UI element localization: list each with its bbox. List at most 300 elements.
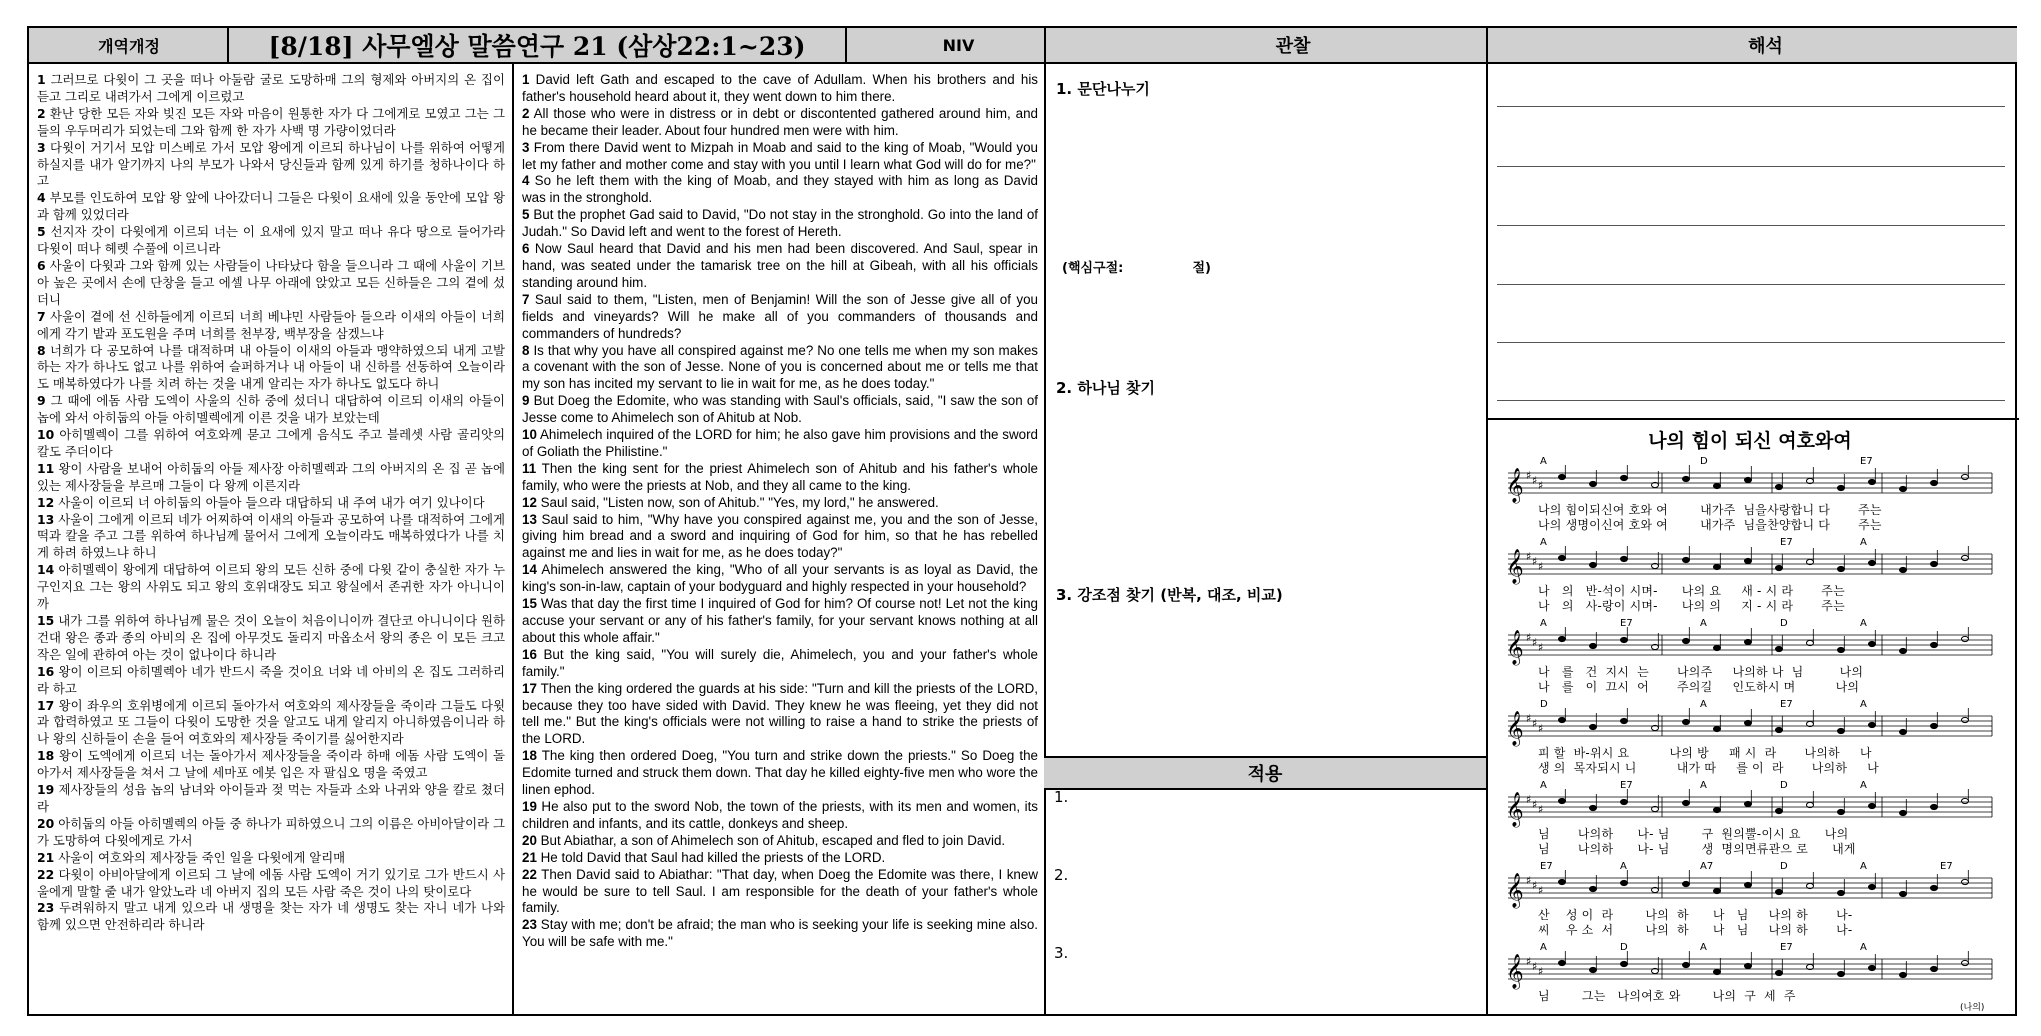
application-item-1: 1.	[1054, 788, 1069, 806]
note	[1776, 484, 1783, 489]
verse-text: All those who were in distress or in debt or discontented gathered around him, and he became their leader. About four hundred men were with him.	[522, 105, 1038, 138]
verse-text: 제사장들의 성읍 놉의 남녀와 아이들과 젖 먹는 자들과 소와 나귀와 양을 칼로 쳤더라	[37, 782, 505, 814]
verse-text: 사울이 다윗과 그와 함께 있는 사람들이 나타났다 함을 들으니라 그 때에 사울이 기브아 높은 곳에서 손에 단창을 들고 에셀 나무 아래에 앉았고 모든 신하들은 그의 곁에 섰더니	[37, 257, 505, 307]
verse-number: 23	[522, 917, 537, 933]
lyric-line: 나 를 건 지시 는 나의주 나의하 나 님 나의	[1538, 665, 1864, 679]
verse-text: The king then ordered Doeg, "You turn and strike down the priests." So Doeg the Edomite turned and struck them down. That day he killed eighty-five men who wore the linen ephod.	[522, 748, 1038, 798]
sharp-icon: ♯	[1526, 955, 1532, 968]
chord-label: A	[1540, 942, 1547, 953]
verse	[37, 190, 505, 224]
verse-number: 7	[522, 291, 530, 307]
verse-number: 9	[522, 393, 530, 409]
note	[1869, 884, 1876, 889]
observation-item-3: 3. 강조점 찾기 (반복, 대조, 비교)	[1056, 586, 1283, 604]
lyric-line: 나 를 이 끄시 어 주의길 인도하시 며 나의	[1538, 680, 1860, 694]
verse	[37, 461, 505, 495]
staff	[1500, 465, 1995, 505]
note	[1590, 481, 1597, 486]
treble-clef-icon: 𝄞	[1506, 711, 1524, 746]
verse	[522, 833, 1038, 850]
sharp-icon: ♯	[1526, 712, 1532, 725]
note	[1962, 636, 1969, 641]
note	[1776, 727, 1783, 732]
note	[1838, 971, 1845, 976]
verse-text: But Abiathar, a son of Ahimelech son of Ahitub, escaped and fled to join David.	[536, 832, 1006, 848]
note	[1683, 962, 1690, 967]
note	[1838, 647, 1845, 652]
note	[1869, 479, 1876, 484]
verse	[522, 393, 1038, 427]
chord-label: A	[1700, 699, 1707, 710]
note	[1900, 648, 1907, 653]
interpretation-divider	[1486, 418, 2019, 420]
verse-number: 7	[37, 308, 46, 324]
verse-text: 왕이 이르되 아히멜렉아 네가 반드시 죽을 것이요 너와 네 아비의 온 집도 그러하리라 하고	[37, 663, 505, 696]
verse-text: 사울이 여호와의 제사장들 죽인 일을 다윗에게 알리매	[54, 849, 346, 865]
verse-text: 왕이 사람을 보내어 아히둡의 아들 제사장 아히멜렉과 그의 아버지의 온 집 곧 놉에 있는 제사장들을 부르매 그들이 다 왕께 이른지라	[37, 460, 505, 493]
note	[1745, 558, 1752, 563]
verse	[37, 850, 505, 867]
note	[1869, 803, 1876, 808]
verse-text: But the prophet Gad said to David, "Do not stay in the stronghold. Go into the land of Judah." So David left and went to the forest of Hereth.	[522, 207, 1038, 240]
sharp-icon: ♯	[1532, 555, 1538, 568]
chord-label: D	[1780, 618, 1788, 629]
verse	[522, 173, 1038, 207]
note	[1714, 888, 1721, 893]
verse-text: Saul said to him, "Why have you conspired against me, you and the son of Jesse, giving him bread and a sword and inquiring of God for him, so that he has rebelled against me and lies in wait for me, as he does today?"	[522, 511, 1038, 561]
sharp-icon: ♯	[1526, 550, 1532, 563]
note	[1931, 804, 1938, 809]
chord-label: A	[1700, 780, 1707, 791]
sharp-icon: ♯	[1532, 474, 1538, 487]
observation-label: 관찰	[1275, 36, 1311, 57]
note	[1714, 645, 1721, 650]
verse	[522, 799, 1038, 833]
niv-text-column	[522, 72, 1038, 1012]
verse-text: Is that why you have all conspired against me? No one tells me when my son makes a covenant with the son of Jesse. None of you is concerned about me or tells me that my son has incited my servant to lie in wait for me, as he does today."	[522, 342, 1038, 392]
verse-number: 11	[522, 460, 537, 476]
note	[1714, 726, 1721, 731]
note	[1590, 886, 1597, 891]
lyric-line: 나의 힘이되신여 호와 여 내가주 님을사랑합니 다 주는	[1538, 503, 1882, 517]
verse-number: 16	[37, 663, 55, 679]
note	[1714, 807, 1721, 812]
chord-label: A	[1860, 699, 1867, 710]
lyric-line: 님 나의하 나- 님 생 명의면류관으 로 내게	[1538, 842, 1856, 856]
verse	[37, 867, 505, 901]
chord-label: A7	[1700, 861, 1714, 872]
ruled-line	[1497, 166, 2005, 167]
note	[1683, 638, 1690, 643]
verse-text: 다윗이 아비아달에게 이르되 그 날에 에돔 사람 도엑이 거기 있기로 그가 반드시 사울에게 말할 줄 내가 알았노라 네 아버지 집의 모든 사람 죽은 것이 나의 탓이로다	[37, 866, 505, 899]
verse-text: Then the king ordered the guards at his side: "Turn and kill the priests of the LORD, because they too have sided with David. They knew he was fleeing, yet they did not tell me." But the king's officials were not willing to raise a hand to strike the priests of the LORD.	[522, 680, 1038, 747]
note	[1900, 810, 1907, 815]
chord-label: E7	[1780, 699, 1793, 710]
note	[1869, 722, 1876, 727]
note	[1683, 881, 1690, 886]
verse-number: 18	[37, 748, 55, 764]
verse	[37, 613, 505, 664]
lyric-line: 피 할 바-위시 요 나의 방 패 시 라 나의하 나	[1538, 746, 1872, 760]
note	[1776, 646, 1783, 651]
chord-label: A	[1700, 618, 1707, 629]
treble-clef-icon: 𝄞	[1506, 792, 1524, 827]
chord-label: E7	[1780, 537, 1793, 548]
verse-number: 22	[37, 866, 55, 882]
verse-number: 2	[37, 105, 46, 121]
staff	[1500, 627, 1995, 667]
verse-text: Stay with me; don't be afraid; the man who is seeking your life is seeking mine also. You will be safe with me."	[522, 917, 1038, 950]
verse-number: 10	[37, 427, 55, 443]
verse-text: Now Saul heard that David and his men had been discovered. And Saul, spear in hand, was seated under the tamarisk tree on the hill at Gibeah, with all his officials standing around him.	[522, 241, 1038, 290]
note	[1931, 966, 1938, 971]
verse-text: 내가 그를 위하여 하나님께 물은 것이 오늘이 처음이니이까 결단코 아니니이다 원하건대 왕은 종과 종의 아비의 온 집에 아무것도 돌리지 마옵소서 왕의 종은 이 모든 크고 작은 일에 관하여 아는 것이 없나이다 하니라	[37, 613, 505, 662]
application-item-3: 3.	[1054, 944, 1069, 962]
verse-text: 그 때에 에돔 사람 도엑이 사울의 신하 중에 섰더니 대답하여 이르되 이새의 아들이 놉에 와서 아히둡의 아들 아히멜렉에게 이른 것을 내가 보았는데	[37, 393, 505, 426]
verse-number: 12	[37, 494, 55, 510]
verse	[37, 698, 505, 749]
sharp-icon: ♯	[1538, 560, 1544, 573]
verse	[37, 393, 505, 427]
sharp-icon: ♯	[1526, 793, 1532, 806]
verse	[37, 816, 505, 850]
note	[1900, 567, 1907, 572]
sharp-icon: ♯	[1532, 879, 1538, 892]
verse	[37, 495, 505, 512]
verse-text: 그러므로 다윗이 그 곳을 떠나 아둘람 굴로 도망하매 그의 형제와 아버지의 온 집이 듣고 그리로 내려가서 그에게 이르렀고	[37, 72, 505, 104]
note	[1714, 564, 1721, 569]
chord-label: E7	[1620, 780, 1633, 791]
note	[1962, 474, 1969, 479]
verse-text: 환난 당한 모든 자와 빚진 모든 자와 마음이 원통한 자가 다 그에게로 모였고 그는 그들의 우두머리가 되었는데 그와 함께 한 자가 사백 명 가량이었더라	[37, 105, 505, 138]
note	[1900, 891, 1907, 896]
note	[1776, 970, 1783, 975]
note	[1838, 485, 1845, 490]
interpretation-header	[1514, 28, 2017, 64]
verse	[522, 681, 1038, 749]
staff	[1500, 708, 1995, 748]
verse-number: 1	[522, 72, 530, 87]
sharp-icon: ♯	[1538, 803, 1544, 816]
application-header	[1044, 756, 1486, 790]
chord-label: A	[1860, 537, 1867, 548]
staff	[1500, 789, 1995, 829]
song-credit: (나의)	[1960, 1003, 1985, 1013]
verse	[522, 461, 1038, 495]
chord-label: A	[1540, 780, 1547, 791]
verse-number: 10	[522, 427, 537, 443]
core-verse-label	[1062, 257, 1211, 276]
chord-label: A	[1860, 942, 1867, 953]
verse-text: But Doeg the Edomite, who was standing with Saul's officials, said, "I saw the son of Jesse come to Ahimelech son of Ahitub at Nob.	[522, 393, 1038, 426]
note	[1590, 562, 1597, 567]
verse	[37, 224, 505, 258]
verse-number: 5	[37, 224, 46, 240]
lyric-line: 님 나의하 나- 님 구 원의뿔-이시 요 나의	[1538, 827, 1849, 841]
verse-text: 사울이 곁에 선 신하들에게 이르되 너희 베냐민 사람들아 들으라 이새의 아들이 너희에게 각기 밭과 포도원을 주며 너희를 천부장, 백부장을 삼겠느냐	[37, 308, 505, 341]
note	[1776, 565, 1783, 570]
chord-label: E7	[1540, 861, 1553, 872]
verse-number: 11	[37, 460, 55, 476]
verse-number: 16	[522, 646, 537, 662]
chord-label: A	[1540, 456, 1547, 467]
sharp-icon: ♯	[1532, 636, 1538, 649]
note	[1683, 476, 1690, 481]
verse-number: 4	[522, 173, 530, 189]
sharp-icon: ♯	[1526, 874, 1532, 887]
chord-label: A	[1860, 780, 1867, 791]
verse	[522, 562, 1038, 596]
verse-text: David left Gath and escaped to the cave of Adullam. When his brothers and his father's household heard about it, they went down to him there.	[522, 72, 1038, 104]
staff	[1500, 546, 1995, 586]
verse-number: 12	[522, 494, 537, 510]
sharp-icon: ♯	[1532, 717, 1538, 730]
verse-text: 아히멜렉이 왕에게 대답하여 이르되 왕의 모든 신하 중에 다윗 같이 충실한 자가 누구인지요 그는 왕의 사위도 되고 왕의 호위대장도 되고 왕실에서 존귀한 자가 아니니이까	[37, 562, 505, 612]
note	[1621, 799, 1628, 804]
verse	[522, 106, 1038, 140]
lyric-line: 님 그는 나의여호 와 나의 구 세 주	[1538, 989, 1796, 1003]
note	[1621, 961, 1628, 966]
version-label: 개역개정	[98, 36, 160, 56]
ruled-line	[1497, 342, 2005, 343]
verse-text: 너희가 다 공모하여 나를 대적하며 내 아들이 이새의 아들과 맹약하였으되 내게 고발하는 자가 하나도 없고 나를 위하여 슬퍼하거나 내 아들이 내 신하를 선동하여 오늘이라도 매복하였다가 나를 치려 하는 것을 내게 알리는 자가 하나도 없도다 하니	[37, 342, 505, 392]
verse-number: 21	[37, 849, 55, 865]
verse-number: 17	[522, 680, 537, 696]
verse-number: 15	[522, 596, 537, 612]
ruled-line	[1497, 106, 2005, 107]
note	[1900, 972, 1907, 977]
ruled-line	[1497, 225, 2005, 226]
verse	[522, 850, 1038, 867]
verse-text: Then the king sent for the priest Ahimelech son of Ahitub and his father's whole family, who were the priests at Nob, and they all came to the king.	[522, 460, 1038, 493]
verse-number: 3	[37, 139, 46, 155]
note	[1559, 555, 1566, 560]
verse-number: 19	[37, 782, 55, 798]
note	[1683, 800, 1690, 805]
verse	[522, 292, 1038, 343]
note	[1745, 801, 1752, 806]
chord-label: A	[1700, 942, 1707, 953]
verse	[522, 72, 1038, 106]
lyric-line: 산 성 이 라 나의 하 나 님 나의 하 나-	[1538, 908, 1853, 922]
note	[1621, 475, 1628, 480]
note	[1838, 566, 1845, 571]
chord-label: E7	[1940, 861, 1953, 872]
verse-text: 다윗이 거기서 모압 미스베로 가서 모압 왕에게 이르되 하나님이 나를 위하여 어떻게 하실지를 내가 알기까지 나의 부모가 나와서 당신들과 함께 있게 하기를 청하나이다 하고	[37, 139, 505, 189]
note	[1838, 809, 1845, 814]
verse-number: 14	[522, 562, 537, 578]
verse-number: 22	[522, 866, 537, 882]
verse-number: 3	[522, 139, 530, 155]
verse	[37, 664, 505, 698]
note	[1931, 885, 1938, 890]
sharp-icon: ♯	[1538, 641, 1544, 654]
verse-number: 1	[37, 72, 46, 87]
note	[1900, 486, 1907, 491]
verse	[522, 207, 1038, 241]
verse-number: 6	[522, 241, 530, 257]
lyric-line: 나 의 반-석이 시며- 나의 요 새 - 시 라 주는	[1538, 584, 1845, 598]
verse	[37, 427, 505, 461]
verse-number: 20	[37, 815, 55, 831]
note	[1621, 880, 1628, 885]
note	[1559, 636, 1566, 641]
verse-text: 사울이 이르되 너 아히둡의 아들아 들으라 대답하되 내 주여 내가 여기 있나이다	[54, 494, 485, 510]
note	[1683, 719, 1690, 724]
sharp-icon: ♯	[1538, 965, 1544, 978]
chord-label: D	[1700, 456, 1708, 467]
header-divider	[845, 28, 847, 64]
verse-text: 아히둡의 아들 아히멜렉의 아들 중 하나가 피하였으니 그의 이름은 아비아달이라 그가 도망하여 다윗에게로 가서	[37, 815, 505, 848]
interpretation-label: 해석	[1748, 36, 1783, 57]
verse	[522, 495, 1038, 512]
note	[1869, 965, 1876, 970]
observation-item-2: 2. 하나님 찾기	[1056, 379, 1156, 397]
verse	[522, 748, 1038, 799]
note	[1776, 889, 1783, 894]
note	[1714, 969, 1721, 974]
chord-label: E7	[1860, 456, 1873, 467]
ruled-line	[1497, 400, 2005, 401]
note	[1869, 641, 1876, 646]
note	[1621, 637, 1628, 642]
verse-text: Saul said, "Listen now, son of Ahitub." "Yes, my lord," he answered.	[536, 494, 939, 510]
verse	[522, 917, 1038, 951]
note	[1962, 798, 1969, 803]
sharp-icon: ♯	[1538, 722, 1544, 735]
lyric-line: 생 의 목자되시 니 내가 따 를 이 라 나의하 나	[1538, 761, 1879, 775]
note	[1962, 717, 1969, 722]
sharp-icon: ♯	[1532, 798, 1538, 811]
note	[1931, 480, 1938, 485]
note	[1590, 724, 1597, 729]
verse-text: Ahimelech answered the king, "Who of all your servants is as loyal as David, the king's son-in-law, captain of your bodyguard and highly respected in your household?	[522, 562, 1038, 595]
page-title: [8/18] 사무엘상 말씀연구 21 (삼상22:1~23)	[268, 32, 806, 61]
verse-number: 4	[37, 190, 46, 206]
verse	[522, 343, 1038, 394]
verse	[522, 140, 1038, 174]
verse-text: From there David went to Mizpah in Moab and said to the king of Moab, "Would you let my father and mother come and stay with you until I learn what God will do for me?"	[522, 139, 1038, 172]
verse-number: 20	[522, 832, 537, 848]
sharp-icon: ♯	[1532, 960, 1538, 973]
column-divider	[1486, 28, 1488, 1014]
note	[1590, 643, 1597, 648]
treble-clef-icon: 𝄞	[1506, 954, 1524, 989]
lyric-line: 나의 생명이신여 호와 여 내가주 님을찬양합니 다 주는	[1538, 518, 1882, 532]
note	[1869, 560, 1876, 565]
column-divider	[1044, 28, 1046, 1014]
verse	[37, 309, 505, 343]
verse-number: 5	[522, 207, 530, 223]
verse-text: 부모를 인도하여 모압 왕 앞에 나아갔더니 그들은 다윗이 요새에 있을 동안에 모압 왕과 함께 있었더라	[37, 190, 505, 223]
ruled-line	[1497, 284, 2005, 285]
verse-text: But the king said, "You will surely die, Ahimelech, you and your father's whole family."	[522, 646, 1038, 679]
note	[1714, 483, 1721, 488]
verse-text: Saul said to them, "Listen, men of Benjamin! Will the son of Jesse give all of you fields and vineyards? Will he make all of you commanders of thousands and commanders of hundreds?	[522, 291, 1038, 341]
verse-number: 6	[37, 257, 46, 273]
observation-header	[1072, 28, 1514, 64]
note	[1559, 798, 1566, 803]
core-verse-suffix: 절)	[1192, 261, 1211, 276]
verse-text: Then David said to Abiathar: "That day, when Doeg the Edomite was there, I knew he would be sure to tell Saul. I am responsible for the death of your father's whole family.	[522, 866, 1038, 916]
verse-number: 2	[522, 105, 530, 121]
verse	[522, 647, 1038, 681]
sharp-icon: ♯	[1526, 631, 1532, 644]
verse-text: 두려워하지 말고 내게 있으라 내 생명을 찾는 자가 네 생명도 찾는 자니 네가 나와 함께 있으면 안전하리라 하니라	[37, 900, 505, 933]
note	[1931, 723, 1938, 728]
chord-label: D	[1620, 942, 1628, 953]
application-label: 적용	[1247, 764, 1283, 785]
chord-label: E7	[1620, 618, 1633, 629]
note	[1900, 729, 1907, 734]
title-header	[229, 28, 845, 64]
note	[1590, 805, 1597, 810]
chord-label: D	[1780, 861, 1788, 872]
verse	[37, 140, 505, 191]
chord-label: A	[1540, 618, 1547, 629]
sharp-icon: ♯	[1538, 479, 1544, 492]
chord-label: E7	[1780, 942, 1793, 953]
verse-text: Ahimelech inquired of the LORD for him; he also gave him provisions and the sword of Goliath the Philistine."	[522, 427, 1038, 459]
verse-number: 21	[522, 849, 537, 865]
note	[1745, 720, 1752, 725]
verse-text: Was that day the first time I inquired of God for him? Of course not! Let not the king accuse your servant or any of his father's family, for your servant knows nothing at all about this whole affair."	[522, 596, 1038, 645]
sharp-icon: ♯	[1526, 469, 1532, 482]
note	[1838, 890, 1845, 895]
note	[1838, 728, 1845, 733]
verse	[37, 512, 505, 563]
verse-text: 아히멜렉이 그를 위하여 여호와께 묻고 그에게 음식도 주고 블레셋 사람 골리앗의 칼도 주더이다	[37, 427, 505, 459]
chord-label: D	[1540, 699, 1548, 710]
note	[1559, 474, 1566, 479]
staff	[1500, 870, 1995, 910]
verse	[37, 258, 505, 309]
chord-label: A	[1540, 537, 1547, 548]
note	[1776, 808, 1783, 813]
verse-number: 13	[37, 511, 55, 527]
note	[1962, 879, 1969, 884]
verse	[37, 748, 505, 782]
verse-number: 15	[37, 613, 55, 628]
note	[1745, 639, 1752, 644]
verse-number: 14	[37, 562, 55, 578]
song-title: 나의 힘이 되신 여호와여	[1648, 430, 1852, 452]
note	[1621, 556, 1628, 561]
note	[1931, 642, 1938, 647]
note	[1621, 718, 1628, 723]
verse-text: So he left them with the king of Moab, and they stayed with him as long as David was in the stronghold.	[522, 173, 1038, 206]
verse-number: 19	[522, 798, 537, 814]
verse-text: 왕이 좌우의 호위병에게 이르되 돌아가서 여호와의 제사장들을 죽이라 그들도 다윗과 합력하였고 또 그들이 다윗이 도망한 것을 알고도 내게 알리지 아니하였음이니라 하나 왕의 신하들이 손을 들어 여호와의 제사장들 죽이기를 싫어한지라	[37, 697, 505, 747]
application-item-2: 2.	[1054, 866, 1069, 884]
verse	[37, 782, 505, 816]
verse-number: 18	[522, 748, 537, 764]
chord-label: D	[1780, 780, 1788, 791]
verse-text: He also put to the sword Nob, the town of the priests, with its men and women, its children and infants, and its cattle, donkeys and sheep.	[522, 798, 1038, 831]
chord-label: A	[1620, 861, 1627, 872]
note	[1559, 717, 1566, 722]
verse	[522, 427, 1038, 461]
note	[1931, 561, 1938, 566]
verse-number: 13	[522, 511, 537, 527]
version-header	[29, 28, 229, 64]
note	[1745, 963, 1752, 968]
staff	[1500, 951, 1995, 991]
treble-clef-icon: 𝄞	[1506, 468, 1524, 503]
verse	[37, 106, 505, 140]
note	[1745, 882, 1752, 887]
verse-number: 9	[37, 393, 46, 409]
